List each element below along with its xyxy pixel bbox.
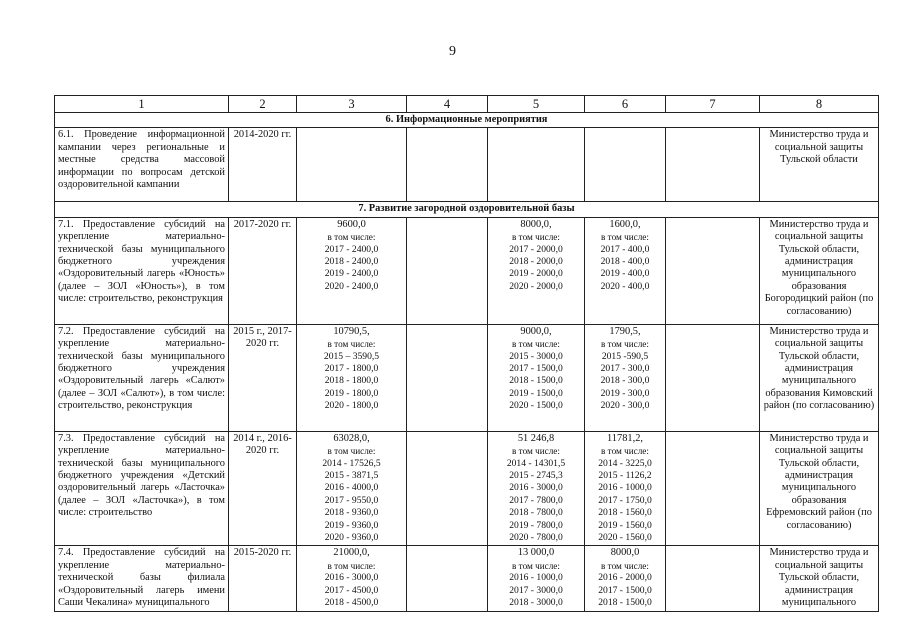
value-line: в том числе: bbox=[601, 339, 649, 350]
header-cell: 6 bbox=[585, 96, 666, 113]
funding-col3 bbox=[297, 431, 407, 546]
value-line: 2020 - 300,0 bbox=[600, 400, 650, 412]
responsible-executor: Министерство труда и социальной защиты Тульской области, администрация муниципального образования Богородицкий район (по согласованию) bbox=[760, 217, 879, 324]
value-line: 8000,0, bbox=[520, 218, 552, 230]
value-line: 2019 - 2000,0 bbox=[509, 268, 563, 280]
page-number: 9 bbox=[449, 44, 456, 59]
value-line: в том числе: bbox=[327, 339, 376, 350]
measure-description: 6.1. Проведение информационной кампании через региональные и местные средства массовой информации по вопросам детской оздоровительной кампании bbox=[55, 128, 229, 202]
measure-description: 7.3. Предоставление субсидий на укрепление материально-технической базы муниципального бюджетного учреждения «Детский оздоровительный лагерь «Ласточка» (далее – ЗОЛ «Ласточка»), в том числе: строительство bbox=[55, 431, 229, 546]
funding-col6 bbox=[585, 546, 666, 611]
funding-col7 bbox=[666, 324, 760, 431]
value-line: 2018 - 1560,0 bbox=[598, 507, 652, 519]
value-line: 2018 - 9360,0 bbox=[324, 507, 379, 519]
value-line: 8000,0 bbox=[610, 547, 640, 559]
value-line: 2017 - 1750,0 bbox=[598, 494, 652, 506]
funding-col4 bbox=[407, 431, 488, 546]
value-line: 2018 - 400,0 bbox=[600, 256, 650, 268]
value-line: в том числе: bbox=[327, 560, 376, 571]
value-line: 2018 - 1800,0 bbox=[324, 375, 379, 387]
value-line: 2015 - 1126,2 bbox=[598, 470, 652, 482]
value-line: 51 246,8 bbox=[517, 432, 555, 444]
funding-col6 bbox=[585, 128, 666, 202]
value-line: в том числе: bbox=[512, 339, 560, 350]
value-line: 2014 - 17526,5 bbox=[322, 457, 381, 469]
measure-description: 7.2. Предоставление субсидий на укрепление материально-технической базы муниципального бюджетного учреждения «Оздоровительный лагерь «Салют» (далее – ЗОЛ «Салют»), в том числе: строительство, реконструкция bbox=[55, 324, 229, 431]
value-line: 2020 - 1500,0 bbox=[509, 400, 563, 412]
value-line: 2017 - 1500,0 bbox=[509, 363, 563, 375]
value-line: 2018 - 300,0 bbox=[600, 375, 650, 387]
value-line: 2019 - 7800,0 bbox=[509, 519, 563, 531]
value-line: 2016 - 4000,0 bbox=[324, 482, 379, 494]
value-line: 11781,2, bbox=[607, 432, 643, 444]
header-cell: 8 bbox=[760, 96, 879, 113]
value-line: 2016 - 1000,0 bbox=[598, 482, 652, 494]
header-row bbox=[55, 96, 879, 113]
value-line: 2015 - 2745,3 bbox=[509, 470, 563, 482]
funding-col3 bbox=[297, 128, 407, 202]
value-line: 2017 - 3000,0 bbox=[509, 584, 563, 596]
implementation-period: 2017-2020 гг. bbox=[229, 217, 297, 324]
value-line: 2019 - 400,0 bbox=[600, 268, 650, 280]
value-line: в том числе: bbox=[327, 232, 376, 243]
table-row bbox=[55, 128, 879, 202]
header-cell: 1 bbox=[55, 96, 229, 113]
table-body bbox=[55, 113, 879, 612]
header-cell: 4 bbox=[407, 96, 488, 113]
funding-col3 bbox=[297, 217, 407, 324]
funding-col6 bbox=[585, 431, 666, 546]
value-line: 13 000,0 bbox=[517, 547, 555, 559]
funding-col5 bbox=[488, 546, 585, 611]
value-line: 2018 - 2400,0 bbox=[324, 256, 379, 268]
funding-col5 bbox=[488, 128, 585, 202]
funding-col3 bbox=[297, 324, 407, 431]
value-line: 21000,0, bbox=[333, 547, 370, 559]
value-line: 9000,0, bbox=[520, 325, 552, 337]
value-line: в том числе: bbox=[512, 560, 560, 571]
value-line: 2016 - 3000,0 bbox=[324, 572, 379, 584]
table-row bbox=[55, 546, 879, 611]
responsible-executor: Министерство труда и социальной защиты Тульской области, администрация муниципального образования Ефремовский район (по согласованию) bbox=[760, 431, 879, 546]
value-line: 2016 - 1000,0 bbox=[509, 572, 563, 584]
value-line: 2019 - 2400,0 bbox=[324, 268, 379, 280]
header-cell: 3 bbox=[297, 96, 407, 113]
value-line: 2016 - 2000,0 bbox=[598, 572, 652, 584]
value-line: 2014 - 3225,0 bbox=[598, 457, 652, 469]
responsible-executor: Министерство труда и социальной защиты Тульской области, администрация муниципального bbox=[760, 546, 879, 611]
responsible-executor: Министерство труда и социальной защиты Тульской области, администрация муниципального образования Кимовский район (по согласованию) bbox=[760, 324, 879, 431]
value-line: 1790,5, bbox=[609, 325, 641, 337]
header-cell: 7 bbox=[666, 96, 760, 113]
value-line: 9600,0 bbox=[337, 218, 366, 230]
value-line: 2017 - 2400,0 bbox=[324, 243, 379, 255]
value-line: 2017 - 400,0 bbox=[600, 243, 650, 255]
program-table bbox=[54, 95, 879, 612]
table-row bbox=[55, 324, 879, 431]
responsible-executor: Министерство труда и социальной защиты Тульской области bbox=[760, 128, 879, 202]
value-line: 2015 - 3000,0 bbox=[509, 350, 563, 362]
value-line: 2020 - 2400,0 bbox=[324, 280, 379, 292]
measure-description: 7.1. Предоставление субсидий на укрепление материально-технической базы муниципального бюджетного учреждения «Оздоровительный лагерь «Юность» (далее – ЗОЛ «Юность»), в том числе: строительство, реконструкция bbox=[55, 217, 229, 324]
value-line: в том числе: bbox=[601, 232, 649, 243]
value-line: 2017 - 9550,0 bbox=[324, 494, 379, 506]
value-line: 2017 - 7800,0 bbox=[509, 494, 563, 506]
value-line: 2017 - 300,0 bbox=[600, 363, 650, 375]
implementation-period: 2014-2020 гг. bbox=[229, 128, 297, 202]
funding-col5 bbox=[488, 324, 585, 431]
value-line: 2014 - 14301,5 bbox=[506, 457, 566, 469]
value-line: 2017 - 1800,0 bbox=[324, 363, 379, 375]
value-line: 2020 - 400,0 bbox=[600, 280, 650, 292]
value-line: 2019 - 1800,0 bbox=[324, 387, 379, 399]
value-line: 2018 - 1500,0 bbox=[509, 375, 563, 387]
implementation-period: 2015-2020 гг. bbox=[229, 546, 297, 611]
value-line: 2018 - 4500,0 bbox=[324, 597, 379, 609]
value-line: в том числе: bbox=[601, 446, 649, 457]
funding-col7 bbox=[666, 217, 760, 324]
value-line: 63028,0, bbox=[333, 432, 370, 444]
value-line: 2019 - 1500,0 bbox=[509, 387, 563, 399]
implementation-period: 2014 г., 2016-2020 гг. bbox=[229, 431, 297, 546]
value-line: в том числе: bbox=[512, 232, 560, 243]
funding-col6 bbox=[585, 217, 666, 324]
value-line: в том числе: bbox=[512, 446, 560, 457]
value-line: 2015 – 3590,5 bbox=[323, 350, 380, 362]
measure-description: 7.4. Предоставление субсидий на укрепление материально-технической базы филиала «Оздоровительный лагерь имени Саши Чекалина» муниципального bbox=[55, 546, 229, 611]
value-line: 2018 - 7800,0 bbox=[509, 507, 563, 519]
table-row bbox=[55, 431, 879, 546]
value-line: 10790,5, bbox=[333, 325, 370, 337]
funding-col4 bbox=[407, 217, 488, 324]
funding-col4 bbox=[407, 324, 488, 431]
value-line: 2020 - 1800,0 bbox=[324, 400, 379, 412]
header-cell: 5 bbox=[488, 96, 585, 113]
funding-col5 bbox=[488, 431, 585, 546]
funding-col7 bbox=[666, 431, 760, 546]
value-line: 2015 -590,5 bbox=[601, 350, 649, 362]
funding-col4 bbox=[407, 546, 488, 611]
value-line: 2018 - 1500,0 bbox=[598, 597, 652, 609]
header-cell: 2 bbox=[229, 96, 297, 113]
value-line: 2017 - 4500,0 bbox=[324, 584, 379, 596]
section-heading-row bbox=[55, 113, 879, 128]
value-line: 2020 - 2000,0 bbox=[509, 280, 563, 292]
section-heading-row bbox=[55, 202, 879, 217]
value-line: 2017 - 2000,0 bbox=[509, 243, 563, 255]
table-row bbox=[55, 217, 879, 324]
value-line: 2019 - 1560,0 bbox=[598, 519, 652, 531]
funding-col3 bbox=[297, 546, 407, 611]
value-line: 2019 - 300,0 bbox=[600, 387, 650, 399]
value-line: 2018 - 3000,0 bbox=[509, 597, 563, 609]
value-line: в том числе: bbox=[327, 446, 376, 457]
value-line: 1600,0, bbox=[609, 218, 641, 230]
value-line: 2016 - 3000,0 bbox=[509, 482, 563, 494]
section-title: 7. Развитие загородной оздоровительной базы bbox=[55, 202, 879, 217]
funding-col4 bbox=[407, 128, 488, 202]
implementation-period: 2015 г., 2017-2020 гг. bbox=[229, 324, 297, 431]
funding-col6 bbox=[585, 324, 666, 431]
value-line: 2020 - 9360,0 bbox=[324, 532, 379, 544]
value-line: 2019 - 9360,0 bbox=[324, 519, 379, 531]
value-line: 2018 - 2000,0 bbox=[509, 256, 563, 268]
funding-col5 bbox=[488, 217, 585, 324]
value-line: в том числе: bbox=[601, 560, 649, 571]
funding-col7 bbox=[666, 128, 760, 202]
value-line: 2020 - 7800,0 bbox=[509, 532, 563, 544]
section-title: 6. Информационные мероприятия bbox=[55, 113, 879, 128]
funding-col7 bbox=[666, 546, 760, 611]
value-line: 2015 - 3871,5 bbox=[324, 470, 379, 482]
value-line: 2017 - 1500,0 bbox=[598, 584, 652, 596]
value-line: 2020 - 1560,0 bbox=[598, 532, 652, 544]
